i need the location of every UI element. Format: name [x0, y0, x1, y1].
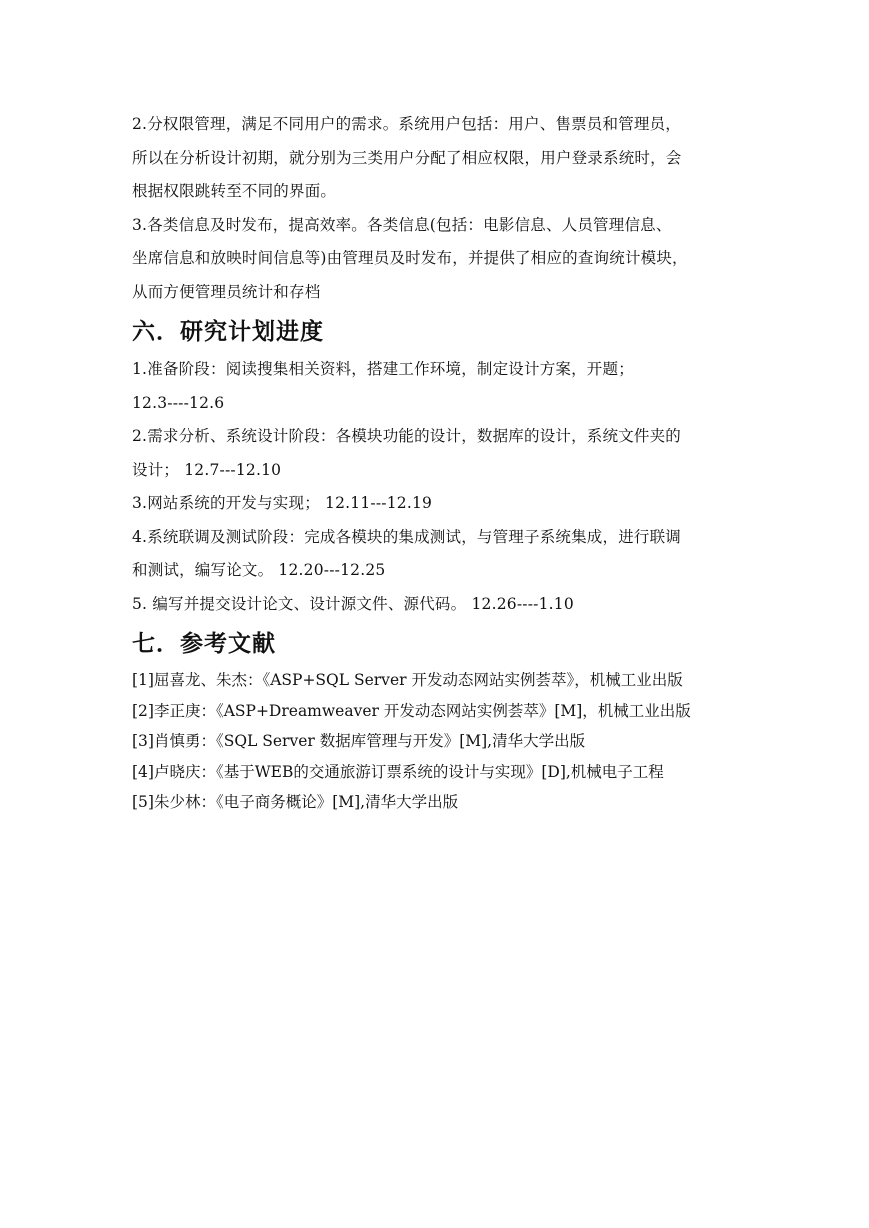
reference-item-2: [2]李正庚：《ASP+Dreamweaver 开发动态网站实例荟萃》[M]，机械工业出版: [132, 701, 691, 720]
text-line: 12.3----12.6: [132, 393, 225, 412]
text-line: 根据权限跳转至不同的界面。: [132, 182, 337, 200]
text-line: 设计； 12.7---12.10: [132, 460, 282, 479]
section-heading-references: 七．参考文献: [132, 631, 276, 657]
paragraph-info-publishing: [132, 209, 742, 310]
plan-item-2: [132, 420, 742, 487]
plan-item-1: [132, 353, 742, 420]
plan-item-4: [132, 521, 742, 588]
paragraph-permission-management: [132, 108, 742, 209]
reference-item-3: [3]肖慎勇：《SQL Server 数据库管理与开发》[M],清华大学出版: [132, 732, 586, 750]
plan-item-5: [132, 588, 742, 622]
text-line: 坐席信息和放映时间信息等)由管理员及时发布，并提供了相应的查询统计模块，: [132, 249, 688, 267]
document-page: [132, 108, 742, 818]
text-line: 从而方便管理员统计和存档: [132, 282, 321, 301]
text-line: 所以在分析设计初期，就分别为三类用户分配了相应权限，用户登录系统时，会: [132, 148, 682, 167]
text-line: 1.准备阶段：阅读搜集相关资料，搭建工作环境，制定设计方案，开题；: [132, 360, 634, 378]
reference-item-5: [5]朱少林：《电子商务概论》[M],清华大学出版: [132, 793, 459, 811]
reference-item-4: [4]卢晓庆：《基于WEB的交通旅游订票系统的设计与实现》[D],机械电子工程: [132, 762, 664, 781]
text-line: 2.需求分析、系统设计阶段：各模块功能的设计，数据库的设计，系统文件夹的: [132, 427, 681, 445]
text-line: 2.分权限管理，满足不同用户的需求。系统用户包括：用户、售票员和管理员，: [132, 115, 681, 133]
text-line: 5. 编写并提交设计论文、设计源文件、源代码。 12.26----1.10: [132, 594, 574, 613]
section-heading-research-plan: 六．研究计划进度: [132, 319, 324, 345]
text-line: 3.网站系统的开发与实现； 12.11---12.19: [132, 494, 433, 512]
text-line: 和测试，编写论文。 12.20---12.25: [132, 561, 386, 579]
text-line: 4.系统联调及测试阶段：完成各模块的集成测试，与管理子系统集成，进行联调: [132, 527, 681, 546]
text-line: 3.各类信息及时发布，提高效率。各类信息(包括：电影信息、人员管理信息、: [132, 215, 672, 234]
reference-item-1: [1]屈喜龙、朱杰：《ASP+SQL Server 开发动态网站实例荟萃》，机械工业出版: [132, 671, 683, 689]
plan-item-3: [132, 487, 742, 521]
